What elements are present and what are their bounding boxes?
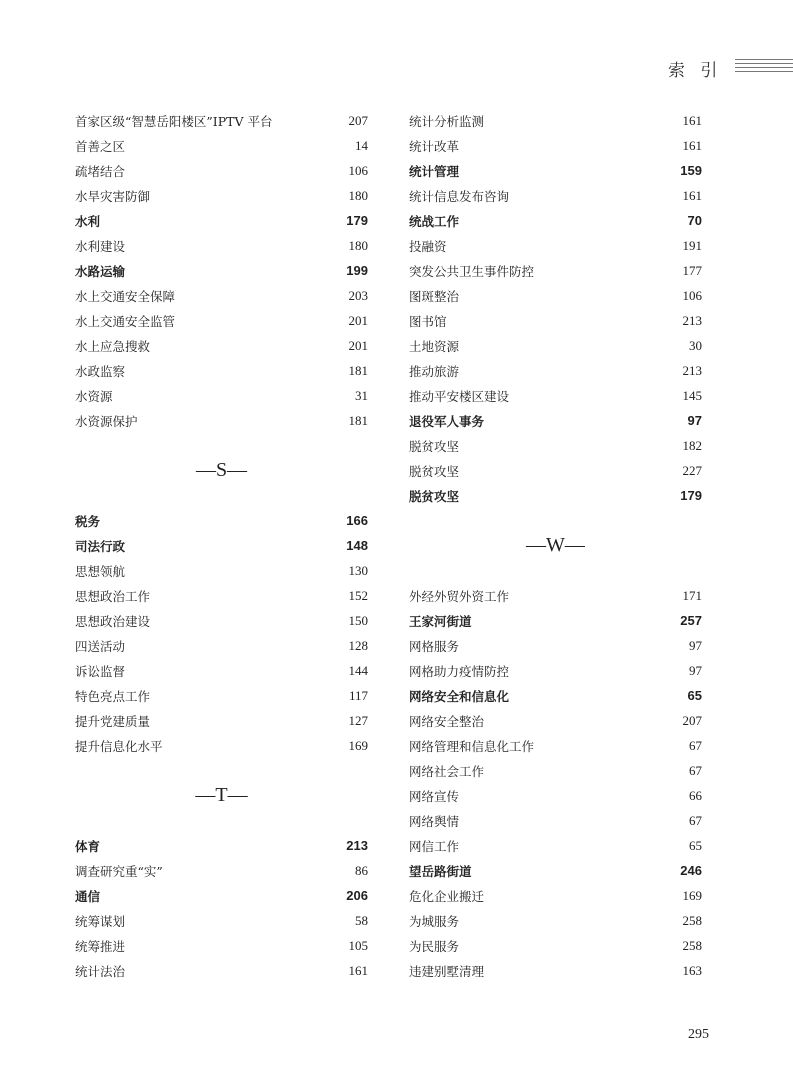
- index-term: 图书馆: [409, 313, 447, 329]
- index-term: 为城服务: [409, 913, 460, 929]
- index-entry: [409, 458, 702, 483]
- index-term: 图斑整治: [409, 288, 460, 304]
- index-page-number: 66: [689, 787, 702, 803]
- index-entry: [75, 183, 368, 208]
- index-term: 统计改革: [409, 138, 460, 154]
- index-entry: [75, 233, 368, 258]
- index-page-number: 30: [689, 337, 702, 353]
- index-list: [75, 833, 368, 983]
- page-header-title: 索 引: [668, 61, 723, 81]
- index-page-number: 177: [682, 262, 702, 278]
- index-page-number: 161: [348, 962, 368, 978]
- index-page-number: 14: [355, 137, 368, 153]
- index-entry: [409, 133, 702, 158]
- index-page-number: 191: [682, 237, 702, 253]
- index-page-number: 70: [687, 213, 702, 228]
- section-heading-w: —W—: [526, 534, 585, 556]
- index-page-number: 180: [348, 187, 368, 203]
- index-entry: [409, 633, 702, 658]
- index-page-number: 117: [348, 687, 368, 703]
- index-entry-main: [75, 258, 368, 283]
- index-page-number: 213: [682, 312, 702, 328]
- index-entry: [409, 808, 702, 833]
- index-entry: [75, 958, 368, 983]
- index-entry: [409, 358, 702, 383]
- index-entry: [409, 258, 702, 283]
- index-term: 水政监察: [75, 363, 126, 379]
- index-page-number: 227: [682, 462, 702, 478]
- index-entry: [409, 958, 702, 983]
- index-page-number: 166: [346, 513, 368, 528]
- index-entry-main: [409, 683, 702, 708]
- index-term: 推动平安楼区建设: [409, 388, 510, 404]
- index-entry: [75, 858, 368, 883]
- index-term: 统战工作: [409, 213, 460, 229]
- index-term: 网络社会工作: [409, 763, 485, 779]
- index-entry-main: [409, 608, 702, 633]
- index-page-number: 171: [682, 587, 702, 603]
- index-entry-main: [409, 208, 702, 233]
- index-page-number: 203: [348, 287, 368, 303]
- index-term: 网络宣传: [409, 788, 460, 804]
- index-page-number: 105: [348, 937, 368, 953]
- index-term: 提升信息化水平: [75, 738, 163, 754]
- index-term: 统计分析监测: [409, 113, 485, 129]
- section-heading-s: —S—: [195, 459, 248, 481]
- index-page-number: 67: [689, 812, 702, 828]
- index-page-number: 181: [348, 362, 368, 378]
- index-entry: [409, 308, 702, 333]
- index-term: 望岳路街道: [409, 863, 472, 879]
- index-list: [409, 108, 702, 508]
- index-term: 网格服务: [409, 638, 460, 654]
- index-page-number: 31: [355, 387, 368, 403]
- index-entry: [409, 933, 702, 958]
- index-term: 水上交通安全保障: [75, 288, 176, 304]
- index-page-number: 161: [682, 112, 702, 128]
- index-entry: [75, 733, 368, 758]
- index-term: 违建别墅清理: [409, 963, 485, 979]
- index-term: 水旱灾害防御: [75, 188, 151, 204]
- index-page-number: 130: [348, 562, 368, 578]
- index-entry: [409, 233, 702, 258]
- index-page-number: 161: [682, 187, 702, 203]
- index-entry: [409, 708, 702, 733]
- index-entry: [409, 833, 702, 858]
- index-entry: [75, 658, 368, 683]
- index-term: 通信: [75, 888, 101, 904]
- index-page-number: 106: [348, 162, 368, 178]
- index-entry: [409, 883, 702, 908]
- index-term: 体育: [75, 838, 101, 854]
- index-page-number: 106: [682, 287, 702, 303]
- index-page-number: 145: [682, 387, 702, 403]
- section-heading-t: —T—: [195, 784, 248, 806]
- index-term: 网格助力疫情防控: [409, 663, 510, 679]
- index-page-number: 128: [348, 637, 368, 653]
- index-term: 水资源: [75, 388, 113, 404]
- index-term: 水路运输: [75, 263, 126, 279]
- index-term: 退役军人事务: [409, 413, 485, 429]
- index-term: 诉讼监督: [75, 663, 126, 679]
- index-page-number: 207: [682, 712, 702, 728]
- index-entry: [75, 708, 368, 733]
- index-entry: [75, 308, 368, 333]
- index-entry: [75, 908, 368, 933]
- index-term: 水上交通安全监管: [75, 313, 176, 329]
- index-page-number: 199: [346, 263, 368, 278]
- index-entry: [75, 408, 368, 433]
- index-term: 网信工作: [409, 838, 460, 854]
- index-entry: [75, 358, 368, 383]
- index-term: 外经外贸外资工作: [409, 588, 510, 604]
- index-page-number: 65: [687, 688, 702, 703]
- index-list: [75, 508, 368, 758]
- index-term: 税务: [75, 513, 101, 529]
- index-term: 为民服务: [409, 938, 460, 954]
- index-term: 司法行政: [75, 538, 126, 554]
- index-page-number: 67: [689, 762, 702, 778]
- index-entry: [75, 933, 368, 958]
- index-term: 特色亮点工作: [75, 688, 151, 704]
- index-page-number: 213: [682, 362, 702, 378]
- index-page-number: 201: [348, 337, 368, 353]
- index-entry: [409, 583, 702, 608]
- index-entry: [75, 108, 368, 133]
- index-page-number: 159: [680, 163, 702, 178]
- header-decorative-lines: [735, 59, 793, 77]
- index-list: [409, 583, 702, 983]
- index-term: 脱贫攻坚: [409, 438, 460, 454]
- index-page-number: 207: [348, 112, 368, 128]
- index-page-number: 161: [682, 137, 702, 153]
- index-term: 危化企业搬迁: [409, 888, 485, 904]
- index-entry: [409, 108, 702, 133]
- index-term: 水资源保护: [75, 413, 138, 429]
- index-term: 首善之区: [75, 138, 126, 154]
- index-term: 王家河街道: [409, 613, 472, 629]
- index-entry-main: [75, 508, 368, 533]
- index-term: 统筹谋划: [75, 913, 126, 929]
- index-term: 四送活动: [75, 638, 126, 654]
- index-page-number: 67: [689, 737, 702, 753]
- index-page-number: 97: [689, 662, 702, 678]
- index-entry: [75, 608, 368, 633]
- index-page-number: 179: [680, 488, 702, 503]
- index-term: 提升党建质量: [75, 713, 151, 729]
- index-entry: [75, 383, 368, 408]
- index-entry-main: [75, 883, 368, 908]
- index-entry: [75, 283, 368, 308]
- index-entry-main: [75, 833, 368, 858]
- index-term: 脱贫攻坚: [409, 463, 460, 479]
- index-entry-main: [409, 408, 702, 433]
- index-page-number: 169: [348, 737, 368, 753]
- index-page-number: 180: [348, 237, 368, 253]
- index-page-number: 150: [348, 612, 368, 628]
- index-page-number: 182: [682, 437, 702, 453]
- index-page-number: 144: [348, 662, 368, 678]
- index-entry: [409, 383, 702, 408]
- index-entry: [409, 333, 702, 358]
- index-page-number: 65: [689, 837, 702, 853]
- index-entry: [75, 683, 368, 708]
- index-term: 网络安全和信息化: [409, 688, 510, 704]
- index-entry: [75, 333, 368, 358]
- index-page-number: 258: [682, 912, 702, 928]
- index-page-number: 257: [680, 613, 702, 628]
- index-entry-main: [409, 858, 702, 883]
- index-page-number: 246: [680, 863, 702, 878]
- index-term: 统计信息发布咨询: [409, 188, 510, 204]
- index-entry: [75, 583, 368, 608]
- index-term: 推动旅游: [409, 363, 460, 379]
- index-entry: [75, 633, 368, 658]
- index-list: [75, 108, 368, 433]
- index-page-number: 86: [355, 862, 368, 878]
- index-page-number: 258: [682, 937, 702, 953]
- index-entry: [75, 133, 368, 158]
- index-term: 突发公共卫生事件防控: [409, 263, 535, 279]
- index-term: 网络舆情: [409, 813, 460, 829]
- index-entry: [409, 908, 702, 933]
- index-column-left: [75, 108, 368, 983]
- index-column-right: [409, 108, 702, 983]
- index-term: 投融资: [409, 238, 447, 254]
- index-entry-main: [75, 533, 368, 558]
- index-page-number: 58: [355, 912, 368, 928]
- index-term: 水利建设: [75, 238, 126, 254]
- index-term: 首家区级“智慧岳阳楼区”IPTV 平台: [75, 113, 273, 129]
- index-entry-main: [409, 483, 702, 508]
- index-entry: [409, 783, 702, 808]
- index-page-number: 179: [346, 213, 368, 228]
- index-term: 调查研究重“实”: [75, 863, 163, 879]
- index-term: 思想政治工作: [75, 588, 151, 604]
- index-term: 统筹推进: [75, 938, 126, 954]
- index-page-number: 97: [687, 413, 702, 428]
- index-page-number: 181: [348, 412, 368, 428]
- index-term: 水利: [75, 213, 101, 229]
- index-term: 统计法治: [75, 963, 126, 979]
- page-number: 295: [688, 1027, 709, 1042]
- index-term: 土地资源: [409, 338, 460, 354]
- index-entry-main: [75, 208, 368, 233]
- index-entry: [75, 158, 368, 183]
- index-term: 水上应急搜救: [75, 338, 151, 354]
- index-entry: [409, 183, 702, 208]
- index-page-number: 152: [348, 587, 368, 603]
- index-page-number: 206: [346, 888, 368, 903]
- index-term: 脱贫攻坚: [409, 488, 460, 504]
- index-page-number: 148: [346, 538, 368, 553]
- index-entry: [75, 558, 368, 583]
- index-term: 思想政治建设: [75, 613, 151, 629]
- index-page-number: 169: [682, 887, 702, 903]
- index-entry-main: [409, 158, 702, 183]
- index-term: 网络安全整治: [409, 713, 485, 729]
- index-entry: [409, 658, 702, 683]
- index-term: 思想领航: [75, 563, 126, 579]
- index-entry: [409, 733, 702, 758]
- index-term: 网络管理和信息化工作: [409, 738, 535, 754]
- index-term: 统计管理: [409, 163, 460, 179]
- index-page-number: 97: [689, 637, 702, 653]
- index-page-number: 163: [682, 962, 702, 978]
- index-entry: [409, 433, 702, 458]
- index-term: 疏堵结合: [75, 163, 126, 179]
- index-page-number: 201: [348, 312, 368, 328]
- index-entry: [409, 283, 702, 308]
- index-entry: [409, 758, 702, 783]
- index-page-number: 213: [346, 838, 368, 853]
- index-page-number: 127: [348, 712, 368, 728]
